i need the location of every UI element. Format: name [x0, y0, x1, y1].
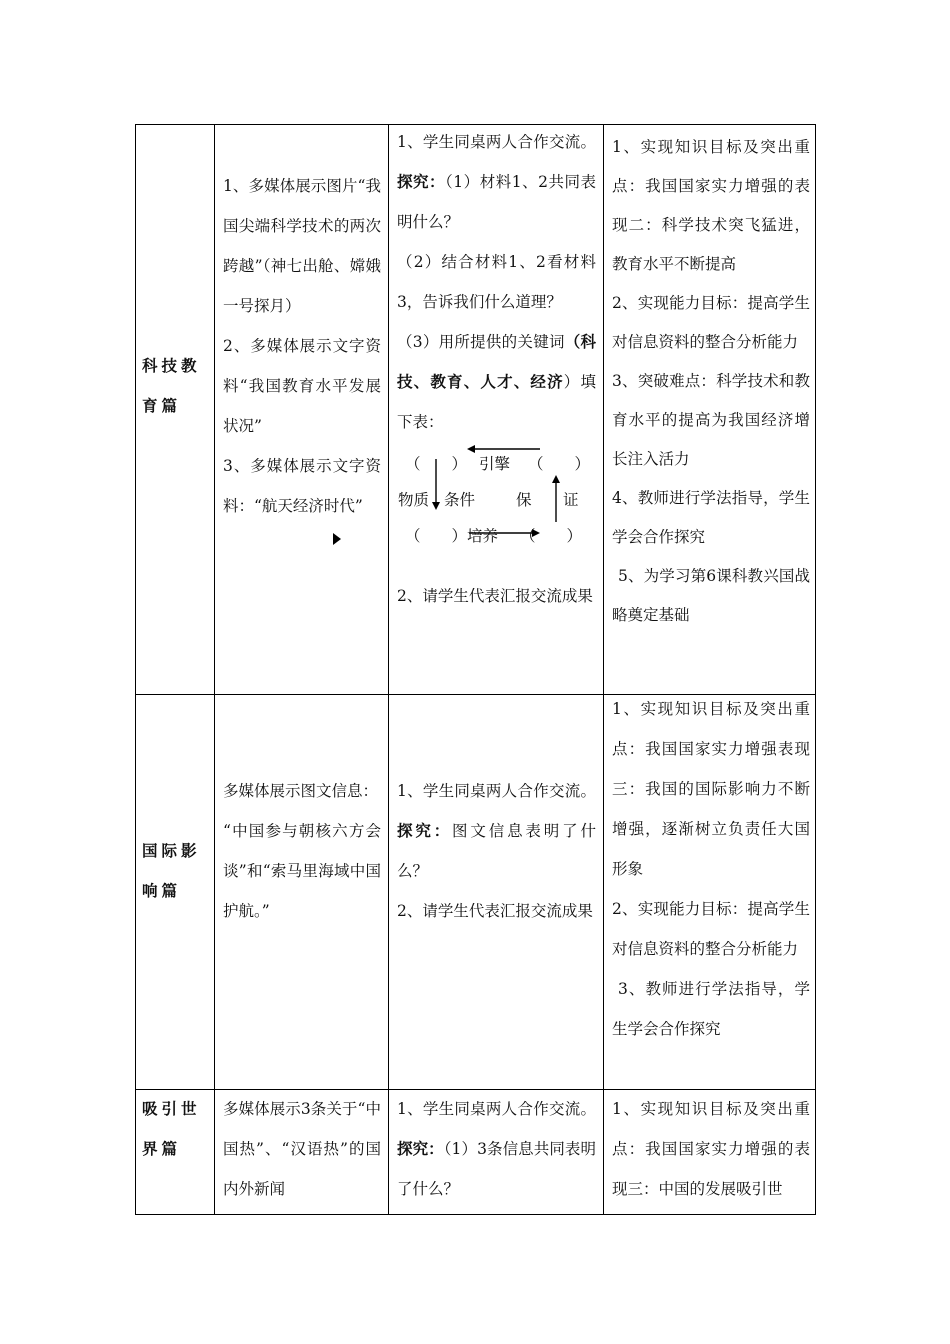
media-item: 1、多媒体展示图片“我国尖端科学技术的两次跨越”（神七出舱、嫦娥一号探月）	[223, 177, 381, 315]
topic-cell-international-influence	[142, 831, 212, 911]
topic-line: 育篇	[142, 396, 182, 415]
intent-cell	[612, 128, 810, 635]
blank-top-left: （ ）	[405, 455, 468, 473]
column-divider	[214, 125, 215, 1214]
blank-bottom-right: （ ）	[520, 527, 583, 545]
intent-item: 1、实现知识目标及突出重点：我国国家实力增强表现三：我国的国际影响力不断增强，逐渐树立负责任大国形象	[612, 700, 810, 878]
intent-cell	[612, 1089, 810, 1213]
topic-line: 响篇	[142, 881, 182, 900]
intent-item: 5、为学习第6课科教兴国战略奠定基础	[612, 567, 810, 624]
topic-line: 界篇	[142, 1139, 182, 1158]
fill-in-diagram	[397, 442, 596, 562]
media-item: 多媒体展示3条关于“中国热”、“汉语热”的国内外新闻	[223, 1100, 381, 1198]
blank-bottom-left: （ ）	[405, 527, 468, 545]
activity-paragraph: 2、请学生代表汇报交流成果	[397, 902, 593, 920]
label-cultivate: 培养	[467, 527, 499, 545]
activity-cell	[397, 122, 596, 616]
topic-line: 科技教	[142, 356, 201, 375]
arrow-guarantee-head	[552, 475, 560, 483]
arrow-engine-head	[467, 445, 475, 453]
activity-paragraph: （3）用所提供的关键词（科技、教育、人才、经济）填下表：	[397, 332, 596, 431]
activity-paragraph: 1、学生同桌两人合作交流。探究：图文信息表明了什么？	[397, 782, 596, 880]
media-cell	[223, 771, 381, 931]
label-condition: 条件	[444, 491, 476, 509]
intent-item: 2、实现能力目标：提高学生对信息资料的整合分析能力	[612, 900, 810, 958]
intent-item: 4、教师进行学法指导，学生学会合作探究	[612, 489, 810, 546]
lesson-plan-table	[135, 124, 816, 1215]
activity-paragraph: （2）结合材料1、2看材料3，告诉我们什么道理？	[397, 253, 596, 311]
label-material: 物质	[398, 491, 430, 509]
label-engine: 引擎	[479, 455, 511, 473]
media-item: 3、多媒体展示文字资料：“航天经济时代”	[223, 457, 381, 515]
activity-cell	[397, 1089, 596, 1209]
topic-line: 国际影	[142, 841, 201, 860]
intent-item: 3、教师进行学法指导，学生学会合作探究	[612, 980, 810, 1038]
column-divider	[388, 125, 389, 1214]
arrow-material-head	[432, 502, 440, 510]
blank-top-right: （ ）	[528, 455, 591, 473]
cursor-icon	[333, 533, 341, 545]
topic-cell-attract-world	[142, 1089, 212, 1169]
media-cell	[223, 166, 381, 526]
media-item: 多媒体展示图文信息：	[223, 782, 379, 800]
intent-item: 3、突破难点：科学技术和教育水平的提高为我国经济增长注入活力	[612, 372, 810, 468]
media-item: 2、多媒体展示文字资料“我国教育水平发展状况”	[223, 337, 381, 435]
activity-cell	[397, 771, 596, 931]
media-cell	[223, 1089, 381, 1209]
activity-paragraph: 1、学生同桌两人合作交流。探究：（1）3条信息共同表明了什么？	[397, 1100, 596, 1198]
topic-line: 吸引世	[142, 1099, 201, 1118]
label-bao: 保	[516, 491, 532, 509]
activity-paragraph: 2、请学生代表汇报交流成果	[397, 587, 593, 605]
intent-cell	[612, 689, 810, 1049]
column-divider	[603, 125, 604, 1214]
intent-item: 1、实现知识目标及突出重点：我国国家实力增强的表现二：科学技术突飞猛进，教育水平不断提高	[612, 138, 810, 273]
label-zheng: 证	[563, 491, 579, 509]
media-item: “中国参与朝核六方会谈”和“索马里海域中国护航。”	[223, 822, 381, 920]
intent-item: 1、实现知识目标及突出重点：我国国家实力增强的表现三：中国的发展吸引世	[612, 1100, 810, 1198]
topic-cell-science-education	[142, 346, 212, 426]
intent-item: 2、实现能力目标：提高学生对信息资料的整合分析能力	[612, 294, 810, 351]
activity-paragraph: 1、学生同桌两人合作交流。探究：（1）材料1、2共同表明什么？	[397, 133, 596, 231]
